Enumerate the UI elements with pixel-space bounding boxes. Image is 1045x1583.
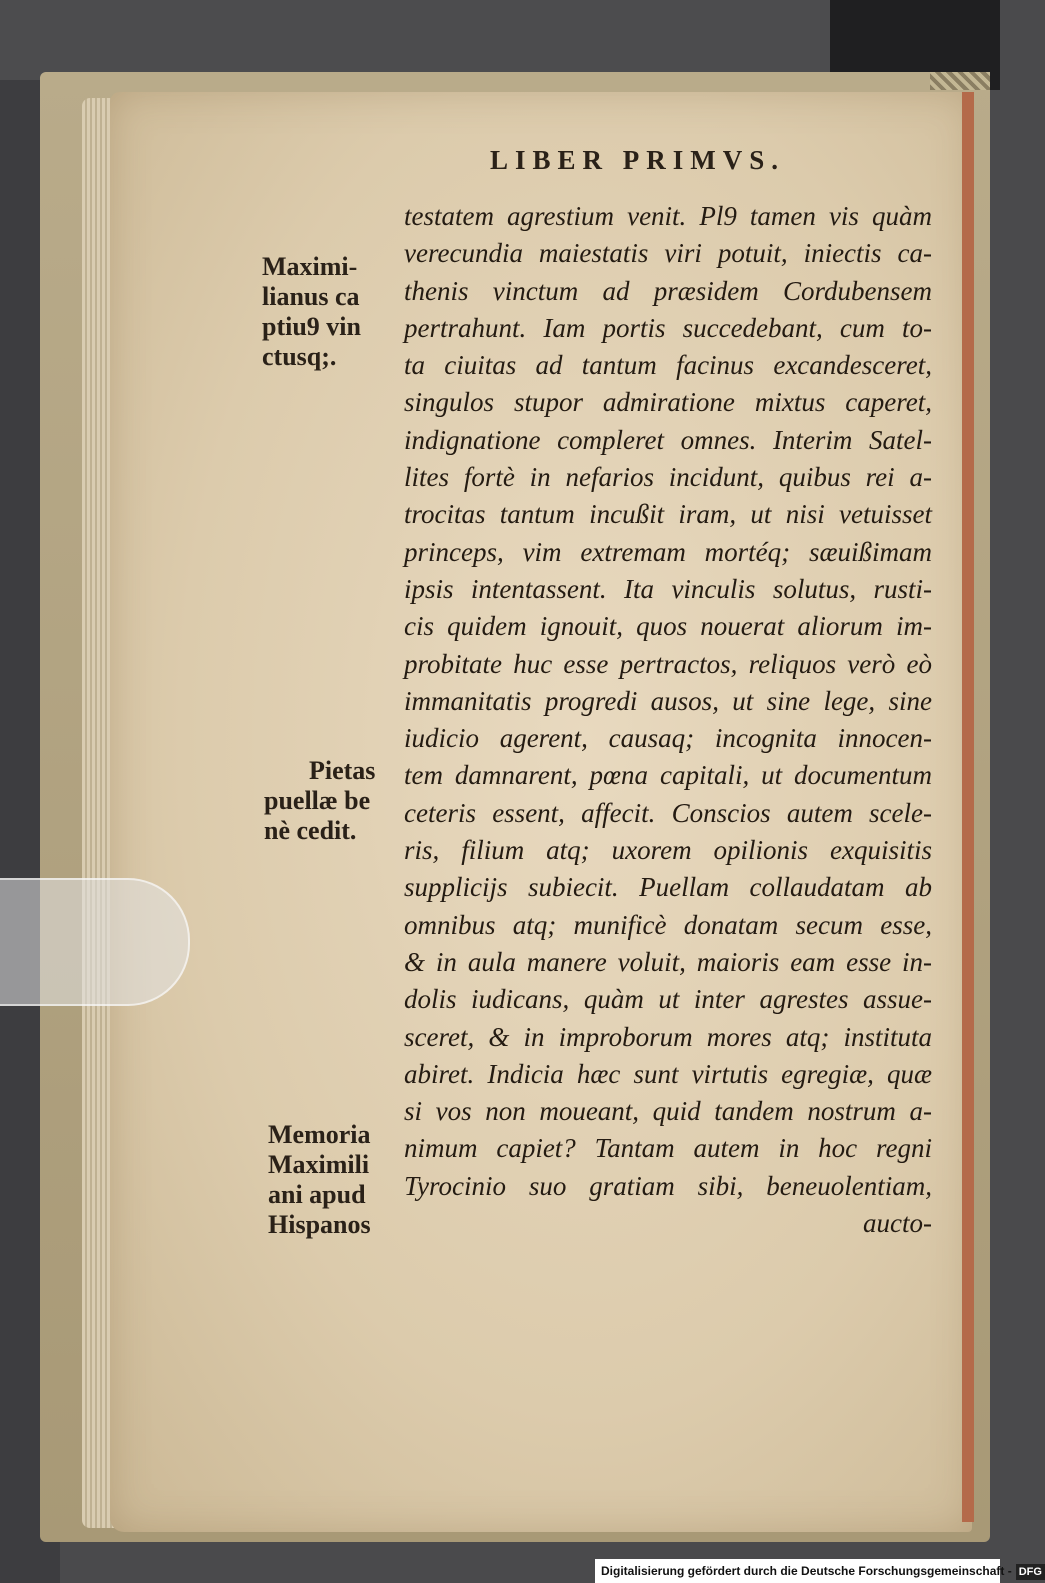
book-ribbon	[930, 72, 990, 90]
marginal-note-line: Hispanos	[268, 1210, 371, 1239]
marginal-note-line: ptiu9 vin	[262, 312, 361, 341]
marginal-note-line: Maximili	[268, 1150, 370, 1179]
text-line: probitate huc esse pertractos, reliquos verò eò	[404, 648, 932, 679]
catchword: aucto-	[863, 1208, 932, 1239]
text-line: ipsis intentassent. Ita vinculis solutus, rusti-	[404, 573, 932, 604]
text-line: princeps, vim extremam mortéq; sæuißimam	[404, 536, 932, 567]
marginal-note-line: ctusq;.	[262, 342, 337, 371]
text-line: thenis vinctum ad præsidem Cordubensem	[404, 275, 932, 306]
marginal-note-1	[262, 252, 361, 372]
text-line: testatem agrestium venit. Pl9 tamen vis quàm	[404, 201, 932, 231]
facing-page-edge	[962, 92, 974, 1522]
text-line: indignatione compleret omnes. Interim Satel-	[404, 424, 932, 455]
text-line: supplicijs subiecit. Puellam collaudatam ab	[404, 872, 932, 903]
text-line: nimum capiet? Tantam autem in hoc regni	[404, 1133, 932, 1164]
text-line: pertrahunt. Iam portis succedebant, cum to-	[404, 312, 932, 343]
text-line: cis quidem ignouit, quos nouerat aliorum im-	[404, 611, 932, 642]
text-line: ceteris essent, affecit. Conscios autem scele-	[404, 797, 932, 828]
text-line: tem damnarent, pœna capitali, ut documentum	[404, 760, 932, 791]
backdrop-top	[0, 0, 840, 80]
running-header: LIBER PRIMVS.	[490, 145, 786, 175]
footer-credit	[595, 1559, 1042, 1583]
footer-credit-text: Digitalisierung gefördert durch die Deutsche Forschungsgemeinschaft -	[601, 1564, 1012, 1578]
marginal-note-line: puellæ be	[264, 786, 371, 815]
marginal-note-line: nè cedit.	[264, 816, 357, 845]
text-line: si vos non moueant, quid tandem nostrum a-	[404, 1096, 932, 1127]
text-line: iudicio agerent, causaq; incognita innocen-	[404, 723, 932, 754]
text-line: omnibus atq; munificè donatam secum esse,	[404, 909, 932, 940]
text-line: verecundia maiestatis viri potuit, iniectis ca-	[404, 238, 932, 269]
text-line: dolis iudicans, quàm ut inter agrestes assue-	[404, 984, 932, 1015]
marginal-note-3	[268, 1120, 371, 1240]
marginal-note-line: lianus ca	[262, 282, 360, 311]
text-line: Tyrocinio suo gratiam sibi, beneuolentiam,	[404, 1170, 932, 1201]
marginal-note-line: Maximi-	[262, 252, 358, 281]
text-line: lites fortè in nefarios incidunt, quibus rei a-	[404, 462, 932, 493]
text-line: sceret, & in improborum mores atq; instituta	[404, 1021, 932, 1052]
dfg-logo: DFG	[1016, 1564, 1045, 1580]
text-line: ris, filium atq; uxorem opilionis exquisitis	[404, 835, 932, 866]
marginal-note-line: Pietas	[309, 756, 376, 785]
marginal-note-line: Memoria	[268, 1120, 371, 1149]
page-clip	[0, 878, 190, 1006]
marginal-note-line: ani apud	[268, 1180, 366, 1209]
text-line: trocitas tantum incußit iram, ut nisi vetuisset	[404, 499, 932, 530]
text-line: singulos stupor admiratione mixtus caperet,	[404, 387, 932, 418]
text-line: abiret. Indicia hæc sunt virtutis egregiæ, quæ	[404, 1058, 932, 1089]
marginal-note-2	[264, 756, 375, 846]
body-text	[404, 198, 932, 1242]
text-line: & in aula manere voluit, maioris eam esse in-	[404, 946, 932, 977]
text-line: immanitatis progredi ausos, ut sine lege, sine	[404, 685, 932, 716]
text-line: ta ciuitas ad tantum facinus excandesceret,	[404, 350, 932, 381]
